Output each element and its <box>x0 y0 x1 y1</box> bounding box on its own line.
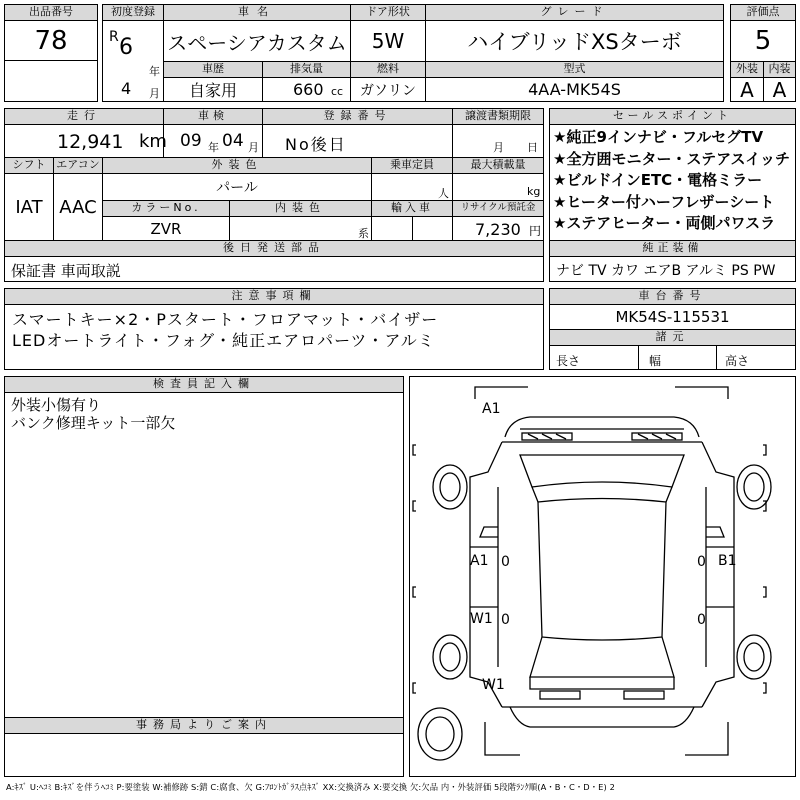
score-value: 5 <box>730 20 796 62</box>
inspector-line: 外装小傷有り <box>11 396 102 414</box>
ext-grade-label: 外装 <box>730 61 764 78</box>
equipment-cell <box>549 256 796 282</box>
recycle-cell <box>452 216 544 241</box>
legend-text: A:ｷｽﾞ U:ﾍｺﾐ B:ｷｽﾞを伴うﾍｺﾐ P:要塗装 W:補修跡 S:錆 C:腐食、欠 G:ﾌﾛﾝﾄｶﾞﾗｽ点ｷｽﾞ XX:交換済み X:要交換 欠:欠品 内・外装評価 5段階ﾗﾝｸ順(A・B・C・D・E) 2 <box>6 782 615 792</box>
int-grade-label: 内装 <box>763 61 796 78</box>
sales-points-list <box>549 124 796 241</box>
inspector-line: バンク修理キット一部欠 <box>11 414 176 432</box>
recycle-value: 7,230 <box>475 220 521 239</box>
ac-label: エアコン <box>53 157 103 174</box>
import-divider <box>412 216 413 241</box>
shift-label: シフト <box>4 157 54 174</box>
chassis-label: 車台番号 <box>549 288 796 305</box>
grade-value: ハイブリッドXSターボ <box>425 20 724 62</box>
reg-month: 4 <box>121 79 132 98</box>
height-cell <box>716 345 796 370</box>
damage-mark-left-door: A1 <box>470 553 489 569</box>
reg-year-unit: 年 <box>149 65 160 78</box>
length-cell <box>549 345 639 370</box>
reg-no-cell <box>262 124 453 158</box>
interior-color-cell <box>229 216 372 241</box>
shift-value: IAT <box>4 173 54 241</box>
sales-point-item: ★ビルドインETC・電格ミラー <box>553 171 763 189</box>
transfer-month-unit: 月 <box>493 141 504 154</box>
first-reg-cell <box>102 20 164 102</box>
displacement-value: 660 <box>293 80 324 99</box>
inspection-year-unit: 年 <box>208 141 219 154</box>
car-diagram <box>409 376 796 777</box>
car-outline <box>410 377 795 776</box>
mileage-unit: km <box>139 131 167 152</box>
office-label: 事務局よりご案内 <box>4 717 404 734</box>
inspection-year: 09 <box>180 131 202 151</box>
type-label: 型式 <box>425 61 724 78</box>
reg-year: 6 <box>119 35 133 60</box>
max-load-cell <box>452 173 544 201</box>
first-reg-label: 初度登録 <box>102 4 164 21</box>
chassis-value: MK54S-115531 <box>549 304 796 330</box>
transfer-day-unit: 日 <box>527 141 538 154</box>
reg-no-label: 登録番号 <box>262 108 453 125</box>
later-parts-label: 後日発送部品 <box>4 240 544 257</box>
interior-color-label: 内装色 <box>229 200 372 217</box>
exterior-color-label: 外装色 <box>102 157 372 174</box>
mileage-label: 走行 <box>4 108 164 125</box>
inspector-cell <box>4 392 404 718</box>
capacity-cell <box>371 173 453 201</box>
displacement-cell <box>262 77 351 102</box>
int-grade-value: A <box>763 77 796 102</box>
note-line: スマートキー×2・Pスタート・フロアマット・バイザー <box>12 310 439 329</box>
sales-point-item: ★ヒーター付ハーフレザーシート <box>553 192 775 211</box>
lot-number-value: 78 <box>4 20 98 61</box>
damage-mark-rear: W1 <box>482 677 505 693</box>
doors-value: 5W <box>350 20 426 62</box>
exterior-color-value: パール <box>102 173 372 201</box>
mileage-value: 12,941 <box>57 131 124 153</box>
inspector-label: 検査員記入欄 <box>4 376 404 393</box>
recycle-label: リサイクル預託金 <box>452 200 544 217</box>
history-value: 自家用 <box>163 77 263 102</box>
fuel-value: ガソリン <box>350 77 426 102</box>
sales-point-item: ★純正9インナビ・フルセグTV <box>553 128 764 146</box>
damage-mark-left-rear: W1 <box>470 611 493 627</box>
grade-label: グレード <box>425 4 724 21</box>
later-parts-cell <box>4 256 544 282</box>
history-label: 車歴 <box>163 61 263 78</box>
interior-color-unit: 系 <box>358 227 369 240</box>
recycle-unit: 円 <box>529 224 542 238</box>
color-no-value: ZVR <box>102 216 230 241</box>
sales-point-item: ★ステアヒーター・両側パワスラ <box>553 214 776 232</box>
import-label: 輸入車 <box>371 200 453 217</box>
damage-mark-right-door: B1 <box>718 553 737 569</box>
ext-grade-value: A <box>730 77 764 102</box>
inspection-label: 車検 <box>163 108 263 125</box>
notes-cell <box>4 304 544 370</box>
displacement-label: 排気量 <box>262 61 351 78</box>
reg-month-unit: 月 <box>149 87 160 100</box>
doors-label: ドア形状 <box>350 4 426 21</box>
mileage-cell <box>4 124 167 158</box>
capacity-label: 乗車定員 <box>371 157 453 174</box>
inspection-month-unit: 月 <box>248 141 259 154</box>
equipment-label: 純正装備 <box>549 240 796 257</box>
type-value: 4AA-MK54S <box>425 77 724 102</box>
sales-points-label: セールスポイント <box>549 108 796 125</box>
model-name-label: 車名 <box>163 4 351 21</box>
max-load-unit: kg <box>527 185 541 198</box>
dims-label: 諸元 <box>549 329 796 346</box>
notes-label: 注意事項欄 <box>4 288 544 305</box>
height-label: 高さ <box>725 354 750 368</box>
score-label: 評価点 <box>730 4 796 21</box>
transfer-cell <box>452 124 544 158</box>
capacity-unit: 人 <box>438 187 449 200</box>
displacement-unit: cc <box>331 85 344 98</box>
ac-value: AAC <box>53 173 103 241</box>
lot-number-blank <box>4 60 98 102</box>
lot-number-label: 出品番号 <box>4 4 98 21</box>
zero-mark: 0 <box>501 612 510 628</box>
model-name-value: スペーシアカスタム <box>163 20 351 62</box>
later-parts-value: 保証書 車両取説 <box>11 262 121 280</box>
max-load-label: 最大積載量 <box>452 157 544 174</box>
damage-mark-front: A1 <box>482 401 501 417</box>
zero-mark: 0 <box>501 554 510 570</box>
length-label: 長さ <box>556 354 581 368</box>
office-cell <box>4 733 404 777</box>
zero-mark: 0 <box>697 612 706 628</box>
transfer-label: 譲渡書類期限 <box>452 108 544 125</box>
sales-point-item: ★全方囲モニター・ステアスイッチ <box>553 149 790 168</box>
zero-mark: 0 <box>697 554 706 570</box>
inspection-month: 04 <box>222 131 244 151</box>
era-mark: R <box>109 29 119 45</box>
width-label: 幅 <box>649 354 662 368</box>
note-line: LEDオートライト・フォグ・純正エアロパーツ・アルミ <box>12 331 435 350</box>
color-no-label: カラーNo. <box>102 200 230 217</box>
fuel-label: 燃料 <box>350 61 426 78</box>
reg-no-value: No後日 <box>285 135 347 154</box>
equipment-value: ナビ TV カワ エアB アルミ PS PW <box>556 263 776 279</box>
width-cell <box>638 345 717 370</box>
inspection-cell <box>163 124 263 158</box>
